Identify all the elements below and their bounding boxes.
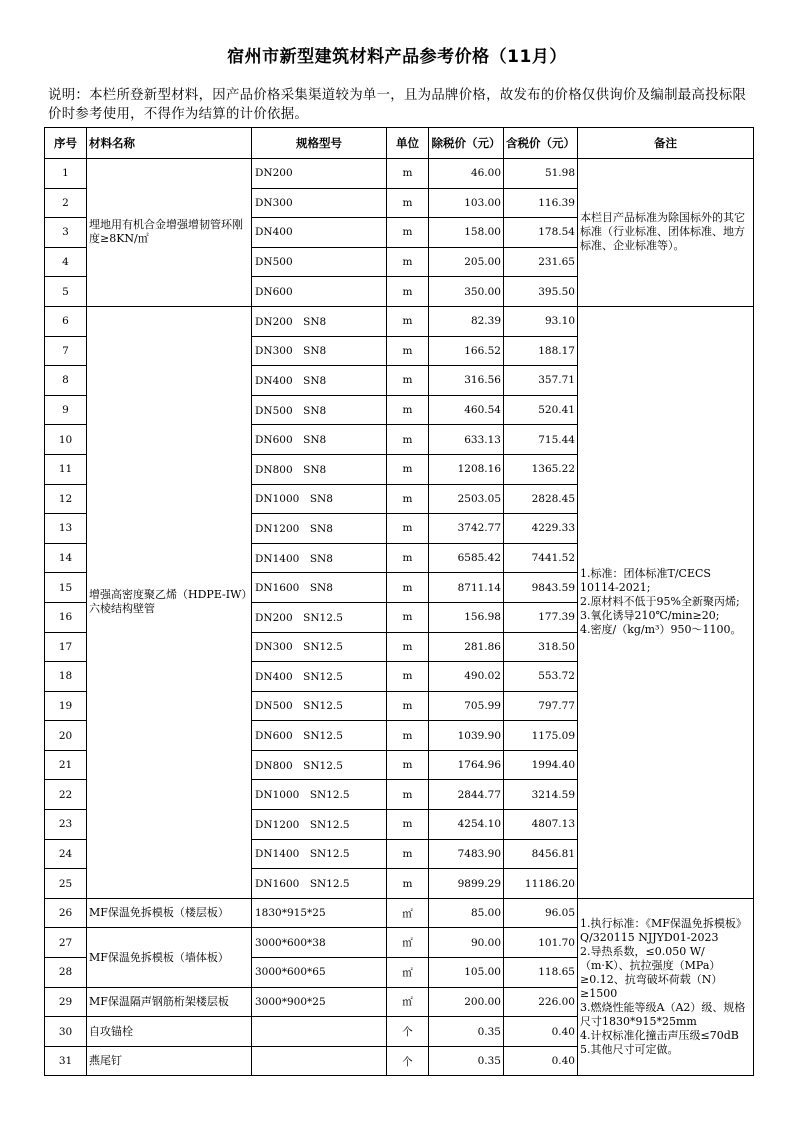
row-number: 12 xyxy=(45,484,87,514)
row-number: 21 xyxy=(45,750,87,780)
price-in-tax: 7441.52 xyxy=(504,543,578,573)
unit-cell: m xyxy=(387,454,429,484)
row-number: 7 xyxy=(45,336,87,366)
spec-cell: DN500 SN8 xyxy=(252,395,387,425)
header-price-in: 含税价（元） xyxy=(504,128,578,159)
price-ex-tax: 316.56 xyxy=(429,366,504,396)
price-in-tax: 8456.81 xyxy=(504,839,578,869)
price-in-tax: 4229.33 xyxy=(504,514,578,544)
remark-line: 本栏目产品标准为除国标外的其它标准（行业标准、团体标准、地方标准、企业标准等）。 xyxy=(580,211,745,253)
unit-cell: m xyxy=(387,750,429,780)
unit-cell: m xyxy=(387,602,429,632)
unit-cell: 个 xyxy=(387,1046,429,1076)
spec-cell: DN1600 SN12.5 xyxy=(252,869,387,899)
row-number: 26 xyxy=(45,898,87,928)
spec-cell: DN200 xyxy=(252,159,387,189)
price-ex-tax: 2503.05 xyxy=(429,484,504,514)
remark-line: 3.氧化诱导210℃/min≥20; xyxy=(580,609,720,623)
price-ex-tax: 46.00 xyxy=(429,159,504,189)
price-ex-tax: 4254.10 xyxy=(429,810,504,840)
remark-line: 2.原材料不低于95%全新聚丙烯; xyxy=(580,595,740,609)
price-in-tax: 395.50 xyxy=(504,277,578,307)
price-in-tax: 188.17 xyxy=(504,336,578,366)
spec-cell: DN600 SN12.5 xyxy=(252,721,387,751)
table-row xyxy=(45,159,754,189)
row-number: 4 xyxy=(45,247,87,277)
price-ex-tax: 200.00 xyxy=(429,987,504,1017)
price-in-tax: 3214.59 xyxy=(504,780,578,810)
material-name: 自攻锚栓 xyxy=(87,1017,252,1047)
row-number: 30 xyxy=(45,1017,87,1047)
price-in-tax: 318.50 xyxy=(504,632,578,662)
spec-cell: DN1600 SN8 xyxy=(252,573,387,603)
price-ex-tax: 156.98 xyxy=(429,602,504,632)
price-in-tax: 178.54 xyxy=(504,218,578,248)
unit-cell: ㎡ xyxy=(387,958,429,988)
unit-cell: m xyxy=(387,188,429,218)
table-row xyxy=(45,306,754,336)
price-ex-tax: 1208.16 xyxy=(429,454,504,484)
price-in-tax: 51.98 xyxy=(504,159,578,189)
material-name: 埋地用有机合金增强增韧管环刚度≥8KN/㎡ xyxy=(87,159,252,307)
price-ex-tax: 7483.90 xyxy=(429,839,504,869)
spec-cell: DN600 SN8 xyxy=(252,425,387,455)
remark-line: 3.燃烧性能等级A（A2）级、规格尺寸1830*915*25mm xyxy=(580,1001,746,1029)
unit-cell: m xyxy=(387,395,429,425)
row-number: 23 xyxy=(45,810,87,840)
row-number: 19 xyxy=(45,691,87,721)
unit-cell: m xyxy=(387,573,429,603)
price-ex-tax: 9899.29 xyxy=(429,869,504,899)
spec-cell: DN800 SN8 xyxy=(252,454,387,484)
price-in-tax: 177.39 xyxy=(504,602,578,632)
unit-cell: m xyxy=(387,543,429,573)
row-number: 1 xyxy=(45,159,87,189)
row-number: 13 xyxy=(45,514,87,544)
material-name: 燕尾钉 xyxy=(87,1046,252,1076)
price-ex-tax: 281.86 xyxy=(429,632,504,662)
spec-cell: DN200 SN8 xyxy=(252,306,387,336)
spec-cell: 3000*600*65 xyxy=(252,958,387,988)
row-number: 29 xyxy=(45,987,87,1017)
row-number: 27 xyxy=(45,928,87,958)
unit-cell: m xyxy=(387,632,429,662)
spec-cell: 3000*600*38 xyxy=(252,928,387,958)
header-price-ex: 除税价（元） xyxy=(429,128,504,159)
row-number: 20 xyxy=(45,721,87,751)
row-number: 16 xyxy=(45,602,87,632)
spec-cell: DN1200 SN8 xyxy=(252,514,387,544)
row-number: 14 xyxy=(45,543,87,573)
price-in-tax: 9843.59 xyxy=(504,573,578,603)
header-spec: 规格型号 xyxy=(252,128,387,159)
unit-cell: 个 xyxy=(387,1017,429,1047)
price-ex-tax: 82.39 xyxy=(429,306,504,336)
row-number: 11 xyxy=(45,454,87,484)
remark-cell xyxy=(578,898,754,1076)
spec-cell: DN300 xyxy=(252,188,387,218)
price-ex-tax: 460.54 xyxy=(429,395,504,425)
row-number: 3 xyxy=(45,218,87,248)
unit-cell: m xyxy=(387,514,429,544)
unit-cell: m xyxy=(387,277,429,307)
price-in-tax: 1365.22 xyxy=(504,454,578,484)
row-number: 2 xyxy=(45,188,87,218)
row-number: 28 xyxy=(45,958,87,988)
price-in-tax: 118.65 xyxy=(504,958,578,988)
price-in-tax: 2828.45 xyxy=(504,484,578,514)
row-number: 18 xyxy=(45,662,87,692)
price-in-tax: 96.05 xyxy=(504,898,578,928)
unit-cell: m xyxy=(387,159,429,189)
material-name: MF保温免拆模板（楼层板） xyxy=(87,898,252,928)
unit-cell: m xyxy=(387,366,429,396)
remark-line: 4.计权标准化撞击声压级≤70dB xyxy=(580,1029,739,1043)
unit-cell: m xyxy=(387,839,429,869)
remark-line: 1.标准：团体标准T/CECS 10114-2021; xyxy=(580,567,711,595)
row-number: 22 xyxy=(45,780,87,810)
row-number: 17 xyxy=(45,632,87,662)
spec-cell: DN600 xyxy=(252,277,387,307)
header-remark: 备注 xyxy=(578,128,754,159)
page-note: 说明：本栏所登新型材料，因产品价格采集渠道较为单一，且为品牌价格，故发布的价格仅供询价及编制最高投标限价时参考使用，不得作为结算的计价依据。 xyxy=(48,88,747,122)
row-number: 5 xyxy=(45,277,87,307)
price-in-tax: 797.77 xyxy=(504,691,578,721)
remark-cell xyxy=(578,159,754,307)
price-ex-tax: 158.00 xyxy=(429,218,504,248)
spec-cell: DN500 xyxy=(252,247,387,277)
remark-line: 2.导热系数，≤0.050 W/（m·K）、抗拉强度（MPa）≥0.12、抗弯破坏荷载（N）≥1500 xyxy=(580,945,723,1001)
unit-cell: m xyxy=(387,247,429,277)
unit-cell: m xyxy=(387,218,429,248)
spec-cell: 1830*915*25 xyxy=(252,898,387,928)
row-number: 9 xyxy=(45,395,87,425)
price-in-tax: 101.70 xyxy=(504,928,578,958)
row-number: 31 xyxy=(45,1046,87,1076)
spec-cell: DN400 xyxy=(252,218,387,248)
spec-cell: DN1400 SN8 xyxy=(252,543,387,573)
table-row xyxy=(45,898,754,928)
spec-cell xyxy=(252,1046,387,1076)
spec-cell: DN300 SN8 xyxy=(252,336,387,366)
row-number: 10 xyxy=(45,425,87,455)
price-in-tax: 0.40 xyxy=(504,1017,578,1047)
price-ex-tax: 2844.77 xyxy=(429,780,504,810)
row-number: 25 xyxy=(45,869,87,899)
remark-cell xyxy=(578,306,754,898)
price-ex-tax: 105.00 xyxy=(429,958,504,988)
price-ex-tax: 1764.96 xyxy=(429,750,504,780)
header-no: 序号 xyxy=(45,128,87,159)
price-in-tax: 1994.40 xyxy=(504,750,578,780)
price-ex-tax: 1039.90 xyxy=(429,721,504,751)
spec-cell: DN1200 SN12.5 xyxy=(252,810,387,840)
table-body xyxy=(45,159,754,1076)
row-number: 15 xyxy=(45,573,87,603)
price-ex-tax: 85.00 xyxy=(429,898,504,928)
spec-cell: 3000*900*25 xyxy=(252,987,387,1017)
spec-cell: DN1000 SN8 xyxy=(252,484,387,514)
unit-cell: m xyxy=(387,869,429,899)
material-name: MF保温免拆模板（墙体板） xyxy=(87,928,252,987)
price-in-tax: 0.40 xyxy=(504,1046,578,1076)
spec-cell: DN300 SN12.5 xyxy=(252,632,387,662)
remark-line: 5.其他尺寸可定做。 xyxy=(580,1043,679,1057)
price-ex-tax: 633.13 xyxy=(429,425,504,455)
price-in-tax: 226.00 xyxy=(504,987,578,1017)
spec-cell: DN1400 SN12.5 xyxy=(252,839,387,869)
spec-cell xyxy=(252,1017,387,1047)
unit-cell: ㎡ xyxy=(387,987,429,1017)
table-header-row xyxy=(45,128,754,159)
row-number: 6 xyxy=(45,306,87,336)
unit-cell: m xyxy=(387,780,429,810)
header-name: 材料名称 xyxy=(87,128,252,159)
price-ex-tax: 8711.14 xyxy=(429,573,504,603)
price-ex-tax: 0.35 xyxy=(429,1046,504,1076)
price-in-tax: 1175.09 xyxy=(504,721,578,751)
row-number: 24 xyxy=(45,839,87,869)
remark-line: 1.执行标准：《MF保温免拆模板》Q/320115 NJJYD01-2023 xyxy=(580,917,747,945)
price-ex-tax: 0.35 xyxy=(429,1017,504,1047)
unit-cell: ㎡ xyxy=(387,928,429,958)
price-ex-tax: 166.52 xyxy=(429,336,504,366)
price-in-tax: 715.44 xyxy=(504,425,578,455)
spec-cell: DN400 SN12.5 xyxy=(252,662,387,692)
header-unit: 单位 xyxy=(387,128,429,159)
remark-line: 4.密度/（kg/m³）950～1100。 xyxy=(580,623,742,637)
price-in-tax: 357.71 xyxy=(504,366,578,396)
price-ex-tax: 705.99 xyxy=(429,691,504,721)
unit-cell: m xyxy=(387,810,429,840)
page-title: 宿州市新型建筑材料产品参考价格（11月） xyxy=(227,47,567,67)
price-ex-tax: 90.00 xyxy=(429,928,504,958)
spec-cell: DN1000 SN12.5 xyxy=(252,780,387,810)
price-ex-tax: 350.00 xyxy=(429,277,504,307)
price-in-tax: 4807.13 xyxy=(504,810,578,840)
price-in-tax: 520.41 xyxy=(504,395,578,425)
row-number: 8 xyxy=(45,366,87,396)
price-ex-tax: 6585.42 xyxy=(429,543,504,573)
unit-cell: m xyxy=(387,721,429,751)
material-name: MF保温隔声钢筋桁架楼层板 xyxy=(87,987,252,1017)
spec-cell: DN200 SN12.5 xyxy=(252,602,387,632)
spec-cell: DN800 SN12.5 xyxy=(252,750,387,780)
unit-cell: m xyxy=(387,306,429,336)
spec-cell: DN400 SN8 xyxy=(252,366,387,396)
unit-cell: m xyxy=(387,336,429,366)
price-in-tax: 231.65 xyxy=(504,247,578,277)
price-in-tax: 116.39 xyxy=(504,188,578,218)
price-in-tax: 553.72 xyxy=(504,662,578,692)
price-ex-tax: 490.02 xyxy=(429,662,504,692)
price-in-tax: 93.10 xyxy=(504,306,578,336)
material-name: 增强高密度聚乙烯（HDPE-IW）六棱结构壁管 xyxy=(87,306,252,898)
price-ex-tax: 3742.77 xyxy=(429,514,504,544)
price-ex-tax: 103.00 xyxy=(429,188,504,218)
price-in-tax: 11186.20 xyxy=(504,869,578,899)
unit-cell: ㎡ xyxy=(387,898,429,928)
unit-cell: m xyxy=(387,691,429,721)
price-table xyxy=(44,127,754,1076)
price-ex-tax: 205.00 xyxy=(429,247,504,277)
unit-cell: m xyxy=(387,425,429,455)
unit-cell: m xyxy=(387,662,429,692)
unit-cell: m xyxy=(387,484,429,514)
spec-cell: DN500 SN12.5 xyxy=(252,691,387,721)
